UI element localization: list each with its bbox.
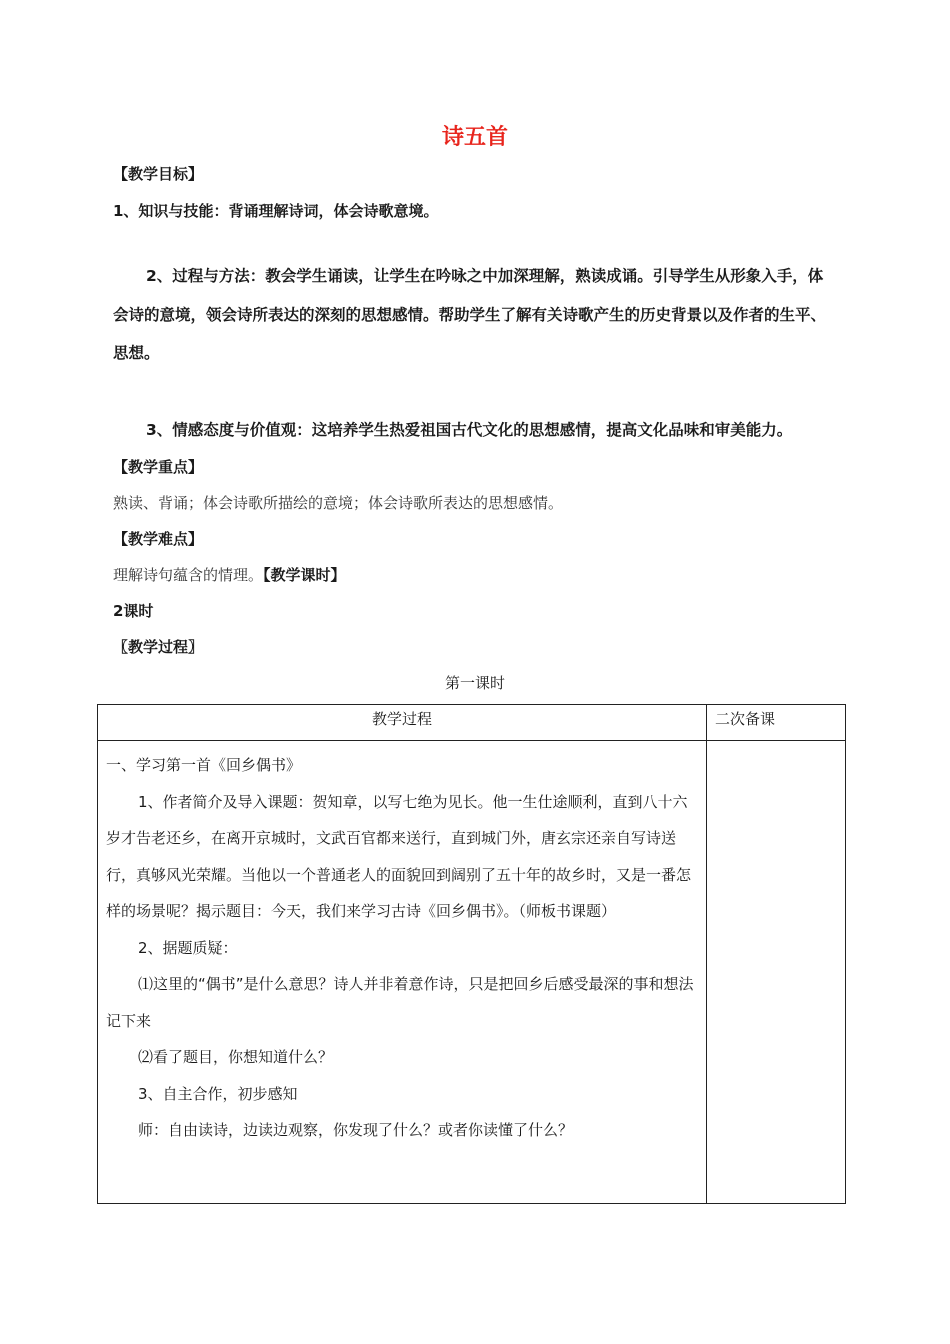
difficulties-text: 理解诗句蕴含的情理。 — [113, 566, 264, 584]
question-1: ⑴这里的“偶书”是什么意思？诗人并非着意作诗，只是把回乡后感受最深的事和想法记下来 — [106, 975, 694, 1030]
objective-process: 2、过程与方法：教会学生诵读，让学生在吟咏之中加深理解，熟读成诵。引导学生从形象入手，体会诗的意境，领会诗所表达的深刻的思想感情。帮助学生了解有关诗歌产生的历史背景以及作者的生平、思想。 — [113, 267, 827, 362]
objectives-heading: 【教学目标】 — [113, 165, 204, 183]
section-heading: 一、学习第一首《回乡偶书》 — [106, 756, 302, 774]
teacher-prompt: 师：自由读诗，边读边观察，你发现了什么？或者你读懂了什么？ — [138, 1121, 574, 1139]
document-title: 诗五首 — [441, 125, 508, 150]
difficulties-line — [113, 564, 346, 585]
revision-notes-cell — [707, 741, 846, 1204]
teaching-process-table — [97, 704, 846, 1204]
hours-text: 2课时 — [113, 602, 154, 620]
hours-heading: 【教学课时】 — [263, 566, 346, 584]
table-header-process: 教学过程 — [98, 705, 707, 741]
objective-emotion: 3、情感态度与价值观：这培养学生热爱祖国古代文化的思想感情，提高文化品味和审美能力。 — [146, 421, 793, 439]
process-heading: 〖教学过程〗 — [113, 638, 204, 656]
difficulties-heading: 【教学难点】 — [113, 530, 204, 548]
key-points-heading: 【教学重点】 — [113, 458, 204, 476]
key-points-text: 熟读、背诵；体会诗歌所描绘的意境；体会诗歌所表达的思想感情。 — [113, 494, 564, 512]
process-content-cell — [98, 741, 707, 1204]
step-cooperation: 3、自主合作，初步感知 — [138, 1084, 298, 1103]
objective-knowledge: 1、知识与技能：背诵理解诗词，体会诗歌意境。 — [113, 202, 439, 220]
lesson-label: 第一课时 — [444, 674, 505, 692]
step-questioning: 2、据题质疑： — [138, 938, 238, 957]
question-2: ⑵看了题目，你想知道什么？ — [138, 1048, 334, 1066]
author-intro: 1、作者简介及导入课题：贺知章，以写七绝为见长。他一生仕途顺利，直到八十六岁才告老还乡，在离开京城时，文武百官都来送行，直到城门外，唐玄宗还亲自写诗送行，真够风光荣耀。当他以一个普通老人的面貌回到阔别了五十年的故乡时，又是一番怎样的场景呢？揭示题目：今天，我们来学习古诗《回乡偶书》。（师板书课题） — [106, 792, 692, 920]
table-header-revision: 二次备课 — [707, 705, 846, 741]
